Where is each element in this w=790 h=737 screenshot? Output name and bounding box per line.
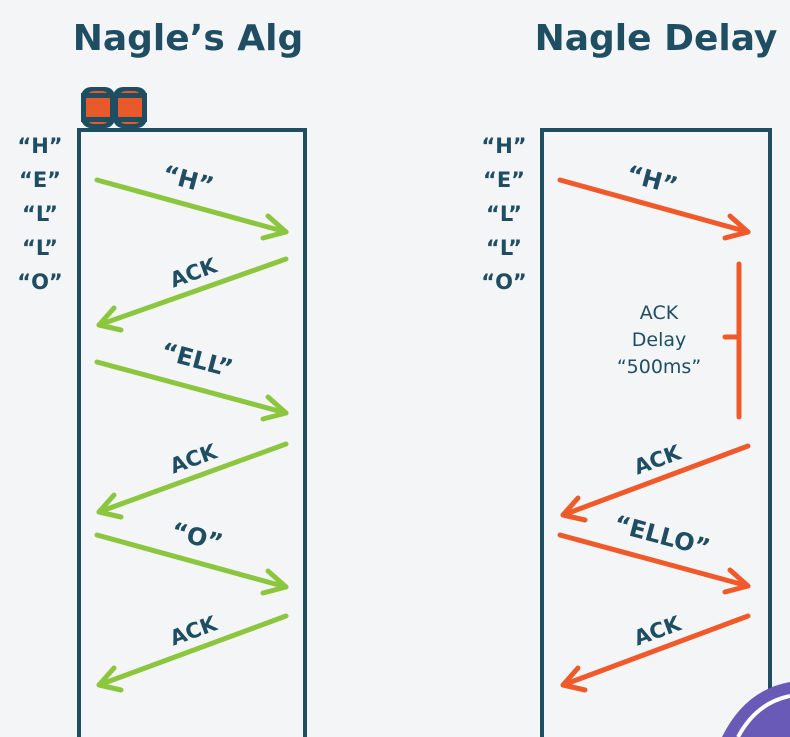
right-char-l1: “L” <box>486 202 522 226</box>
right-label-ello: “ELLO” <box>611 509 713 563</box>
left-arrows <box>97 180 286 690</box>
left-label-h: “H” <box>159 159 217 201</box>
left-char-h: “H” <box>17 134 63 158</box>
right-title: Nagle Delay <box>534 18 778 59</box>
right-char-l2: “L” <box>486 236 522 260</box>
right-char-h: “H” <box>481 134 527 158</box>
left-char-l2: “L” <box>22 236 58 260</box>
right-arrows <box>560 180 748 690</box>
right-label-ack-2: ACK <box>630 611 684 651</box>
corner-blob <box>722 682 790 737</box>
barrels-icon <box>81 87 147 128</box>
delay-line-3: “500ms” <box>616 356 702 378</box>
right-char-o: “O” <box>481 270 527 294</box>
delay-line-1: ACK <box>639 302 679 324</box>
left-label-ack-2: ACK <box>166 439 220 479</box>
delay-annotation <box>617 302 701 378</box>
left-char-l1: “L” <box>22 202 58 226</box>
left-title: Nagle’s Alg <box>72 18 304 59</box>
left-chars <box>17 134 62 294</box>
delay-bracket <box>725 264 739 417</box>
left-label-ack-1: ACK <box>166 253 220 293</box>
delay-line-2: Delay <box>631 329 687 351</box>
left-label-ell: “ELL” <box>158 337 236 383</box>
left-label-o: “O” <box>168 516 226 558</box>
right-label-h: “H” <box>623 159 681 201</box>
right-char-e: “E” <box>483 168 525 192</box>
left-label-ack-3: ACK <box>166 611 220 651</box>
left-char-e: “E” <box>19 168 61 192</box>
left-char-o: “O” <box>17 270 63 294</box>
barrel-icon <box>81 87 115 128</box>
right-chars <box>481 134 526 294</box>
barrel-icon <box>113 87 147 128</box>
right-label-ack-1: ACK <box>630 440 684 480</box>
